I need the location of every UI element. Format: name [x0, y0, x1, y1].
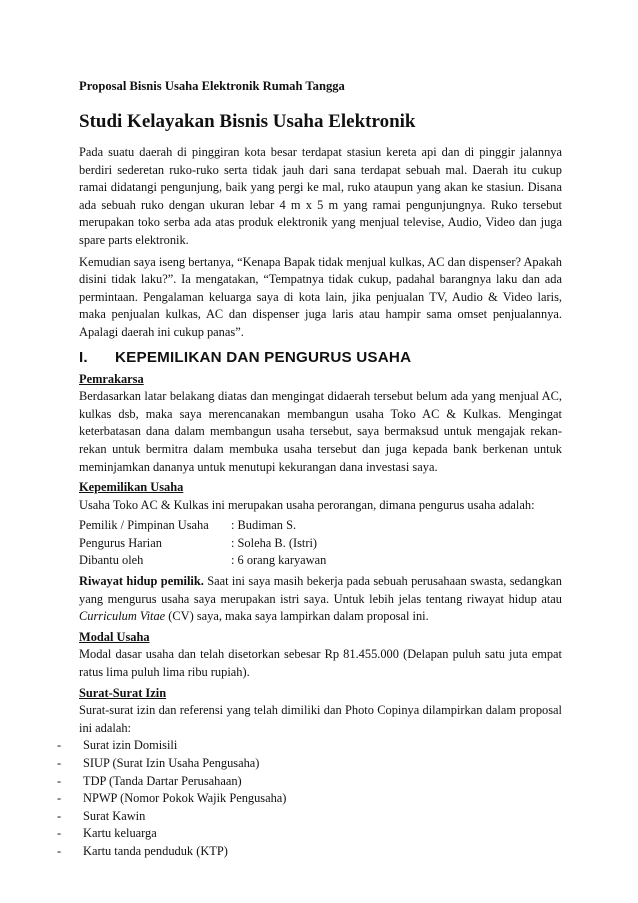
list-item — [57, 843, 562, 861]
list-item-text: Kartu keluarga — [83, 826, 157, 841]
riwayat-text-b: (CV) saya, maka saya lampirkan dalam proposal ini. — [165, 609, 429, 624]
management-list — [79, 517, 562, 570]
section-title: KEPEMILIKAN DAN PENGURUS USAHA — [115, 348, 412, 366]
section-number: I. — [79, 348, 88, 366]
surat-text: Surat-surat izin dan referensi yang telah dimiliki dan Photo Copinya dilampirkan dalam proposal ini adalah: — [79, 703, 562, 735]
riwayat-lead: Riwayat hidup pemilik. — [79, 574, 204, 589]
list-item-text: Kartu tanda penduduk (KTP) — [83, 843, 228, 858]
dash-bullet: - — [57, 791, 62, 806]
section-heading — [79, 348, 562, 368]
kepemilikan-text: Usaha Toko AC & Kulkas ini merupakan usaha perorangan, dimana pengurus usaha adalah: — [79, 497, 535, 512]
riwayat-text-a: Saat ini saya masih bekerja pada sebuah perusahaan swasta, sedangkan yang mengurus usaha saya merupakan istri saya. Untuk lebih jelas tentang riwayat hidup atau — [79, 574, 562, 606]
dash-bullet: - — [57, 773, 62, 788]
document-header: Proposal Bisnis Usaha Elektronik Rumah Tangga — [79, 79, 345, 93]
management-value: : Soleha B. (Istri) — [231, 535, 318, 550]
list-item — [57, 755, 562, 773]
dash-bullet: - — [57, 756, 62, 770]
list-item-text: Surat izin Domisili — [83, 738, 178, 753]
modal-heading: Modal Usaha — [79, 629, 150, 644]
management-row — [79, 552, 562, 570]
permit-list — [57, 737, 562, 860]
management-label: Pemilik / Pimpinan Usaha — [79, 518, 209, 533]
document-content — [57, 78, 562, 861]
pemrakarsa-heading: Pemrakarsa — [79, 371, 144, 386]
dash-bullet: - — [57, 826, 62, 841]
document-title: Studi Kelayakan Bisnis Usaha Elektronik — [79, 111, 416, 132]
list-item — [57, 808, 562, 826]
dash-bullet: - — [57, 843, 62, 858]
pemrakarsa-text: Berdasarkan latar belakang diatas dan mengingat didaerah tersebut belum ada yang menjual AC, kulkas dsb, maka saya merencanakan membangun usaha Toko AC & Kulkas. Mengingat keterbatasan dana dalam membangun usaha tersebut, saya bermaksud untuk mengajak rekan-rekan untuk bermitra dalam membuka usaha tersebut dan juga kepada bank berkenan untuk meminjamkan dananya untuk menutupi kekurangan dana investasi saya. — [79, 389, 562, 474]
kepemilikan-heading: Kepemilikan Usaha — [79, 480, 184, 495]
list-item-text: SIUP (Surat Izin Usaha Pengusaha) — [83, 756, 260, 770]
riwayat-paragraph — [79, 573, 562, 626]
surat-heading: Surat-Surat Izin — [79, 685, 167, 700]
intro-paragraph-1: Pada suatu daerah di pinggiran kota besar terdapat stasiun kereta api dan di pinggir jalannya berdiri sederetan ruko-ruko serta tidak jauh dari sana terdapat sebuah mal. Daerah itu cukup ramai didatangi pengunjung, baik yang pergi ke mal, ruko ataupun yang akan ke stasiun. Disana ada sebuah ruko dengan ukuran lebar 4 m x 5 m yang ramai pengunjungnya. Ruko tersebut merupakan toko serba ada atas produk elektronik yang menjual televise, Audio, Video dan juga spare parts elektronik. — [79, 145, 562, 247]
intro-paragraph-2: Kemudian saya iseng bertanya, “Kenapa Bapak tidak menjual kulkas, AC dan dispenser? Apakah disini tidak laku?”. Ia mengatakan, “Tempatnya tidak cukup, padahal barangnya laku dan ada permintaan. Pengalaman keluarga saya di kota lain, jika penjualan TV, Audio & Video laris, maka penjualan kulkas, AC dan dispenser juga laris atau hampir sama omset penjualannya. Apalagi daerah ini cukup panas”. — [79, 254, 562, 339]
management-row — [79, 535, 562, 553]
modal-text: Modal dasar usaha dan telah disetorkan sebesar Rp 81.455.000 (Delapan puluh satu juta empat ratus lima puluh lima ribu rupiah). — [79, 647, 562, 680]
list-item-text: NPWP (Nomor Pokok Wajik Pengusaha) — [83, 791, 287, 806]
riwayat-cv-term: Curriculum Vitae — [79, 609, 166, 624]
list-item-text: TDP (Tanda Dartar Perusahaan) — [83, 773, 242, 788]
list-item — [57, 773, 562, 791]
management-label: Dibantu oleh — [79, 553, 144, 568]
management-value: : 6 orang karyawan — [231, 553, 327, 568]
management-label: Pengurus Harian — [79, 535, 162, 550]
list-item — [57, 825, 562, 843]
management-value: : Budiman S. — [231, 518, 297, 533]
list-item — [57, 737, 562, 755]
dash-bullet: - — [57, 808, 62, 823]
list-item — [57, 790, 562, 808]
list-item-text: Surat Kawin — [83, 808, 146, 823]
dash-bullet: - — [57, 738, 62, 753]
management-row — [79, 517, 562, 535]
